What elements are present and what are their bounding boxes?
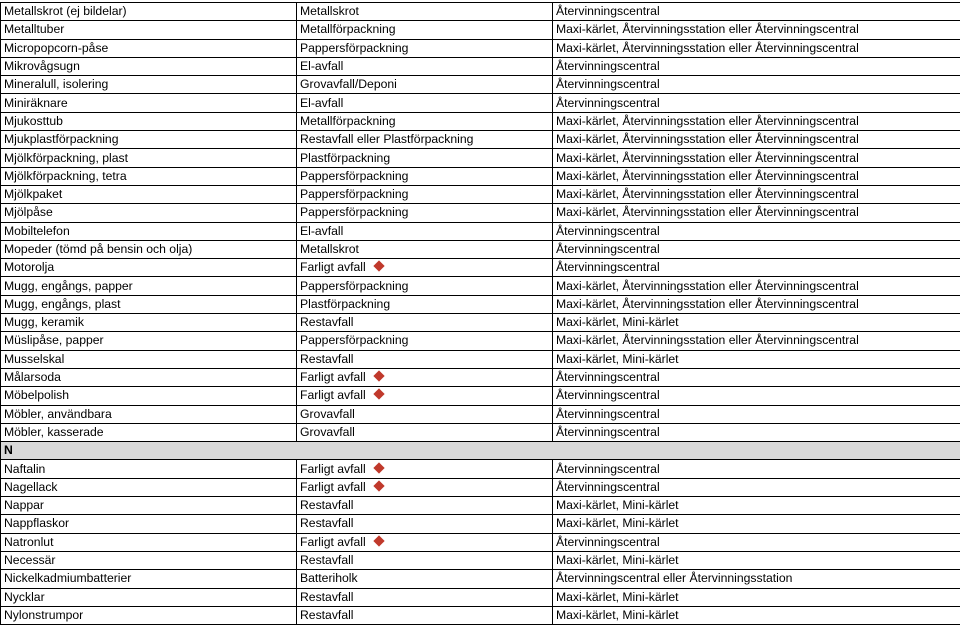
destination-cell (553, 259, 960, 277)
destination-cell (553, 350, 960, 368)
category-text: Restavfall (300, 516, 354, 530)
category-cell (297, 204, 553, 222)
category-cell (297, 332, 553, 350)
table-row (1, 588, 960, 606)
destination-cell (553, 277, 960, 295)
category-cell (297, 350, 553, 368)
destination-text: Maxi-kärlet, Återvinningsstation eller Återvinningscentral (556, 169, 859, 183)
hazard-diamond-icon (373, 535, 384, 546)
item-cell (1, 167, 297, 185)
destination-cell (553, 551, 960, 569)
table-row (1, 295, 960, 313)
destination-cell (553, 405, 960, 423)
category-cell (297, 94, 553, 112)
destination-cell (553, 606, 960, 624)
item-cell (1, 551, 297, 569)
table-row (1, 94, 960, 112)
item-text: Möbler, användbara (4, 407, 112, 421)
destination-cell (553, 368, 960, 386)
hazard-diamond-icon (373, 370, 384, 381)
category-text: Pappersförpackning (300, 279, 408, 293)
category-cell (297, 570, 553, 588)
item-text: Mineralull, isolering (4, 77, 108, 91)
destination-text: Maxi-kärlet, Återvinningsstation eller Återvinningscentral (556, 151, 859, 165)
table-row (1, 423, 960, 441)
destination-text: Maxi-kärlet, Återvinningsstation eller Återvinningscentral (556, 114, 859, 128)
item-text: Miniräknare (4, 96, 68, 110)
category-cell (297, 185, 553, 203)
category-cell (297, 368, 553, 386)
item-cell (1, 131, 297, 149)
destination-cell (553, 222, 960, 240)
sorting-guide-table (0, 2, 960, 625)
item-text: Musselskal (4, 352, 64, 366)
destination-text: Maxi-kärlet, Återvinningsstation eller Återvinningscentral (556, 132, 859, 146)
destination-text: Återvinningscentral (556, 224, 660, 238)
destination-cell (553, 295, 960, 313)
destination-text: Återvinningscentral (556, 535, 660, 549)
table-row (1, 478, 960, 496)
item-text: Naftalin (4, 462, 45, 476)
destination-text: Återvinningscentral eller Återvinningsstation (556, 571, 792, 585)
item-text: Mjukplastförpackning (4, 132, 118, 146)
category-text: Farligt avfall (300, 388, 366, 402)
table-row (1, 204, 960, 222)
category-text: Restavfall eller Plastförpackning (300, 132, 473, 146)
destination-cell (553, 387, 960, 405)
item-text: Mopeder (tömd på bensin och olja) (4, 242, 192, 256)
category-cell (297, 131, 553, 149)
table-row (1, 551, 960, 569)
table-row (1, 3, 960, 21)
table-row (1, 277, 960, 295)
destination-cell (553, 112, 960, 130)
category-text: Metallskrot (300, 242, 359, 256)
destination-text: Återvinningscentral (556, 59, 660, 73)
category-cell (297, 515, 553, 533)
item-text: Mjölpåse (4, 205, 53, 219)
item-cell (1, 204, 297, 222)
item-cell (1, 21, 297, 39)
item-text: Möbelpolish (4, 388, 69, 402)
item-cell (1, 368, 297, 386)
table-body (1, 3, 960, 625)
category-text: Grovavfall (300, 407, 355, 421)
table-row (1, 131, 960, 149)
category-cell (297, 533, 553, 551)
destination-cell (553, 167, 960, 185)
item-text: Nappar (4, 498, 44, 512)
category-text: Pappersförpackning (300, 41, 408, 55)
letter-divider-row (1, 442, 960, 460)
destination-text: Återvinningscentral (556, 370, 660, 384)
item-cell (1, 259, 297, 277)
category-text: Farligt avfall (300, 462, 366, 476)
category-text: Metallförpackning (300, 114, 396, 128)
destination-cell (553, 131, 960, 149)
category-text: Plastförpackning (300, 297, 390, 311)
destination-text: Återvinningscentral (556, 77, 660, 91)
item-text: Mjölkförpackning, plast (4, 151, 128, 165)
destination-text: Maxi-kärlet, Mini-kärlet (556, 608, 679, 622)
item-text: Mugg, engångs, papper (4, 279, 133, 293)
category-cell (297, 277, 553, 295)
table-row (1, 76, 960, 94)
item-text: Mobiltelefon (4, 224, 70, 238)
destination-cell (553, 588, 960, 606)
destination-text: Återvinningscentral (556, 480, 660, 494)
destination-cell (553, 515, 960, 533)
category-cell (297, 222, 553, 240)
table-row (1, 149, 960, 167)
category-cell (297, 588, 553, 606)
destination-text: Återvinningscentral (556, 407, 660, 421)
category-text: Restavfall (300, 608, 354, 622)
item-text: Natronlut (4, 535, 53, 549)
item-cell (1, 112, 297, 130)
item-cell (1, 94, 297, 112)
item-text: Mugg, keramik (4, 315, 84, 329)
item-text: Metallskrot (ej bildelar) (4, 4, 127, 18)
item-text: Nylonstrumpor (4, 608, 83, 622)
table-row (1, 185, 960, 203)
table-row (1, 570, 960, 588)
item-text: Nagellack (4, 480, 58, 494)
item-cell (1, 405, 297, 423)
table-row (1, 606, 960, 624)
item-text: Mjölkförpackning, tetra (4, 169, 127, 183)
category-text: El-avfall (300, 96, 343, 110)
item-text: Mjukosttub (4, 114, 63, 128)
item-cell (1, 295, 297, 313)
category-text: Pappersförpackning (300, 187, 408, 201)
category-text: Plastförpackning (300, 151, 390, 165)
category-cell (297, 497, 553, 515)
destination-text: Återvinningscentral (556, 425, 660, 439)
table-row (1, 515, 960, 533)
destination-text: Maxi-kärlet, Återvinningsstation eller Återvinningscentral (556, 279, 859, 293)
destination-text: Maxi-kärlet, Återvinningsstation eller Återvinningscentral (556, 187, 859, 201)
category-cell (297, 149, 553, 167)
table-row (1, 240, 960, 258)
category-text: Restavfall (300, 498, 354, 512)
item-cell (1, 222, 297, 240)
item-cell (1, 57, 297, 75)
item-cell (1, 460, 297, 478)
table-row (1, 112, 960, 130)
category-text: Pappersförpackning (300, 169, 408, 183)
item-cell (1, 570, 297, 588)
destination-cell (553, 21, 960, 39)
table-row (1, 314, 960, 332)
category-text: Restavfall (300, 590, 354, 604)
destination-text: Maxi-kärlet, Mini-kärlet (556, 498, 679, 512)
category-text: Grovavfall (300, 425, 355, 439)
category-text: Farligt avfall (300, 370, 366, 384)
category-cell (297, 423, 553, 441)
destination-text: Maxi-kärlet, Återvinningsstation eller Återvinningscentral (556, 41, 859, 55)
destination-text: Maxi-kärlet, Mini-kärlet (556, 553, 679, 567)
hazard-diamond-icon (373, 389, 384, 400)
item-text: Nickelkadmiumbatterier (4, 571, 131, 585)
destination-cell (553, 570, 960, 588)
item-text: Mjölkpaket (4, 187, 62, 201)
category-text: Metallskrot (300, 4, 359, 18)
category-cell (297, 167, 553, 185)
category-text: El-avfall (300, 224, 343, 238)
category-cell (297, 240, 553, 258)
item-text: Motorolja (4, 260, 54, 274)
category-cell (297, 21, 553, 39)
table-row (1, 222, 960, 240)
table-row (1, 57, 960, 75)
category-cell (297, 478, 553, 496)
item-text: Metalltuber (4, 22, 64, 36)
item-cell (1, 332, 297, 350)
table-row (1, 387, 960, 405)
item-cell (1, 39, 297, 57)
destination-text: Återvinningscentral (556, 242, 660, 256)
item-text: Micropopcorn-påse (4, 41, 108, 55)
category-cell (297, 259, 553, 277)
table-row (1, 497, 960, 515)
table-row (1, 460, 960, 478)
category-text: Grovavfall/Deponi (300, 77, 397, 91)
destination-cell (553, 57, 960, 75)
category-text: Restavfall (300, 553, 354, 567)
category-text: El-avfall (300, 59, 343, 73)
item-cell (1, 240, 297, 258)
hazard-diamond-icon (373, 261, 384, 272)
item-text: Mugg, engångs, plast (4, 297, 121, 311)
category-cell (297, 3, 553, 21)
category-cell (297, 76, 553, 94)
destination-text: Maxi-kärlet, Mini-kärlet (556, 352, 679, 366)
destination-cell (553, 314, 960, 332)
item-cell (1, 606, 297, 624)
destination-cell (553, 460, 960, 478)
category-text: Batteriholk (300, 571, 358, 585)
destination-cell (553, 39, 960, 57)
destination-text: Återvinningscentral (556, 462, 660, 476)
category-text: Restavfall (300, 315, 354, 329)
destination-text: Återvinningscentral (556, 260, 660, 274)
destination-cell (553, 94, 960, 112)
item-text: Necessär (4, 553, 55, 567)
item-cell (1, 515, 297, 533)
item-cell (1, 387, 297, 405)
category-cell (297, 314, 553, 332)
item-cell (1, 149, 297, 167)
category-text: Farligt avfall (300, 480, 366, 494)
destination-cell (553, 533, 960, 551)
destination-cell (553, 76, 960, 94)
item-cell (1, 185, 297, 203)
item-text: Målarsoda (4, 370, 61, 384)
table-row (1, 39, 960, 57)
destination-cell (553, 185, 960, 203)
category-cell (297, 460, 553, 478)
category-text: Pappersförpackning (300, 333, 408, 347)
category-text: Pappersförpackning (300, 205, 408, 219)
item-cell (1, 3, 297, 21)
destination-text: Maxi-kärlet, Mini-kärlet (556, 315, 679, 329)
item-text: Möbler, kasserade (4, 425, 104, 439)
destination-text: Maxi-kärlet, Återvinningsstation eller Återvinningscentral (556, 333, 859, 347)
category-cell (297, 112, 553, 130)
item-cell (1, 588, 297, 606)
destination-cell (553, 478, 960, 496)
table-row (1, 167, 960, 185)
destination-text: Maxi-kärlet, Mini-kärlet (556, 590, 679, 604)
destination-cell (553, 3, 960, 21)
category-text: Metallförpackning (300, 22, 396, 36)
item-cell (1, 314, 297, 332)
item-text: Nycklar (4, 590, 45, 604)
item-text: Nappflaskor (4, 516, 69, 530)
table-row (1, 368, 960, 386)
item-text: Müslipåse, papper (4, 333, 104, 347)
item-text: Mikrovågsugn (4, 59, 80, 73)
category-cell (297, 57, 553, 75)
table-row (1, 350, 960, 368)
hazard-diamond-icon (373, 480, 384, 491)
category-cell (297, 551, 553, 569)
category-cell (297, 295, 553, 313)
category-text: Restavfall (300, 352, 354, 366)
item-cell (1, 478, 297, 496)
destination-cell (553, 240, 960, 258)
hazard-diamond-icon (373, 462, 384, 473)
item-cell (1, 277, 297, 295)
destination-text: Maxi-kärlet, Återvinningsstation eller Återvinningscentral (556, 205, 859, 219)
destination-text: Återvinningscentral (556, 388, 660, 402)
item-cell (1, 76, 297, 94)
category-cell (297, 405, 553, 423)
table-row (1, 21, 960, 39)
category-cell (297, 387, 553, 405)
item-cell (1, 497, 297, 515)
category-text: Farligt avfall (300, 535, 366, 549)
table-row (1, 259, 960, 277)
category-cell (297, 39, 553, 57)
item-cell (1, 350, 297, 368)
table-row (1, 405, 960, 423)
destination-text: Maxi-kärlet, Återvinningsstation eller Återvinningscentral (556, 22, 859, 36)
item-cell (1, 423, 297, 441)
letter-heading: N (1, 442, 960, 460)
category-text: Farligt avfall (300, 260, 366, 274)
destination-text: Återvinningscentral (556, 4, 660, 18)
destination-text: Återvinningscentral (556, 96, 660, 110)
destination-cell (553, 204, 960, 222)
destination-cell (553, 149, 960, 167)
category-cell (297, 606, 553, 624)
destination-cell (553, 423, 960, 441)
table-row (1, 332, 960, 350)
destination-text: Maxi-kärlet, Mini-kärlet (556, 516, 679, 530)
destination-cell (553, 332, 960, 350)
destination-text: Maxi-kärlet, Återvinningsstation eller Återvinningscentral (556, 297, 859, 311)
table-row (1, 533, 960, 551)
item-cell (1, 533, 297, 551)
destination-cell (553, 497, 960, 515)
